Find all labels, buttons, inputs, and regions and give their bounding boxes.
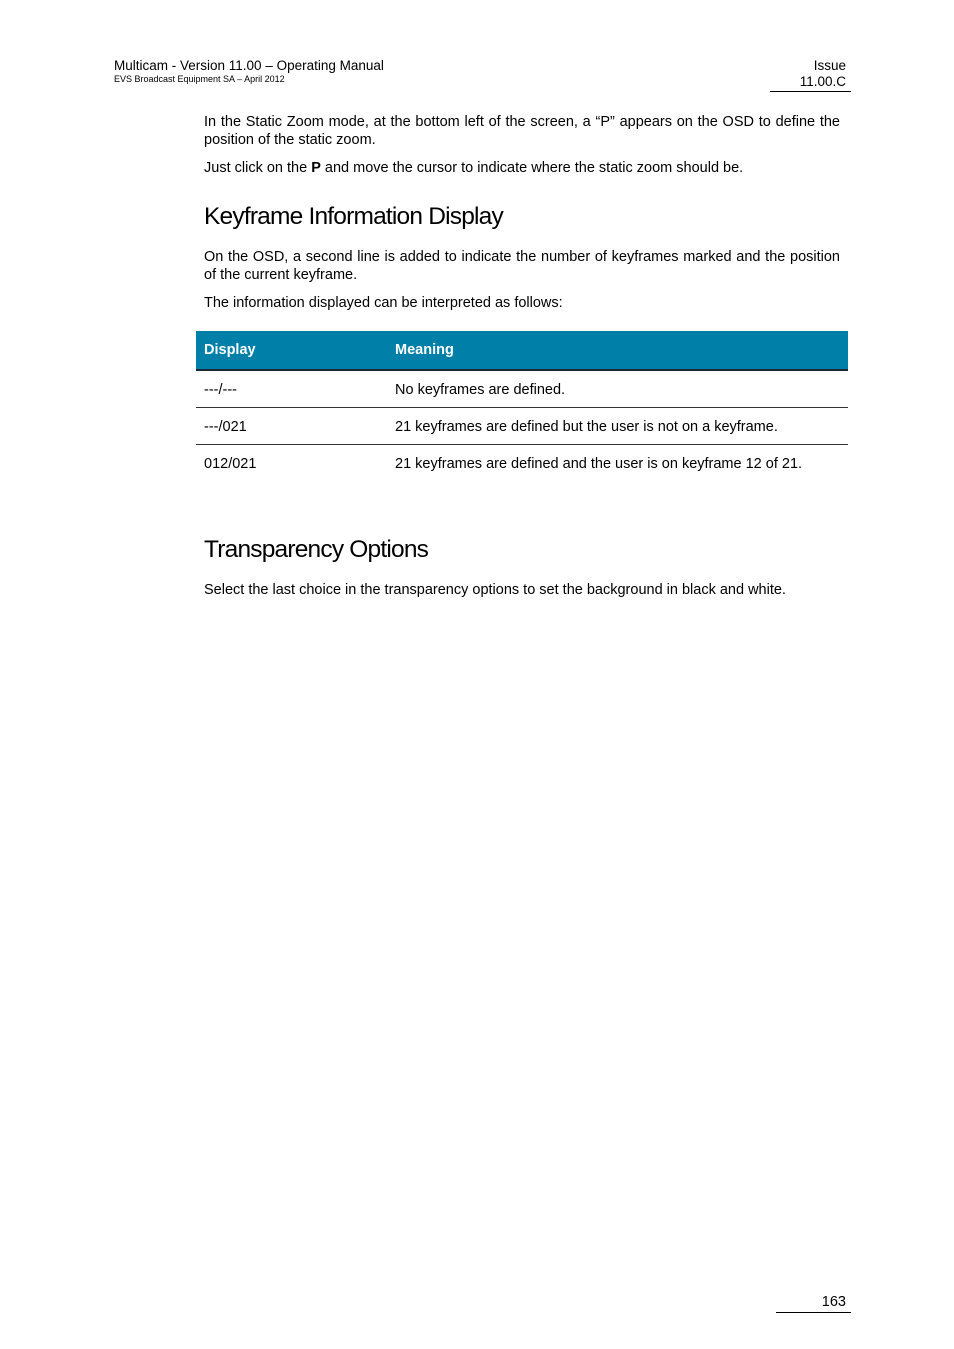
table-cell-display: ---/--- <box>196 370 387 408</box>
keyframe-heading: Keyframe Information Display <box>204 203 503 230</box>
table-header-row <box>196 331 848 370</box>
intro-paragraph-2 <box>204 159 840 177</box>
keyframe-info-table <box>196 331 848 481</box>
issue-label: Issue <box>813 58 846 73</box>
page-header <box>114 58 614 85</box>
table-cell-meaning: No keyframes are defined. <box>387 370 848 408</box>
table-row <box>196 370 848 408</box>
table-row <box>196 408 848 445</box>
table-cell-display: 012/021 <box>204 456 257 472</box>
intro-p2-bold: P <box>311 160 321 176</box>
table-cell-display: ---/021 <box>196 408 387 445</box>
table-cell-meaning: 21 keyframes are defined but the user is not on a keyframe. <box>387 408 848 445</box>
transparency-section <box>204 535 840 599</box>
table-header-display: Display <box>196 331 387 370</box>
page-footer <box>776 1294 851 1313</box>
table-header-meaning: Meaning <box>387 331 848 370</box>
document-title: Multicam - Version 11.00 – Operating Manual <box>114 58 384 73</box>
intro-p2-after: and move the cursor to indicate where the static zoom should be. <box>320 160 744 176</box>
keyframe-paragraph-2: The information displayed can be interpreted as follows: <box>204 295 563 311</box>
transparency-paragraph: Select the last choice in the transparency options to set the background in black and white. <box>204 582 786 598</box>
keyframe-paragraph-1: On the OSD, a second line is added to indicate the number of keyframes marked and the position of the current keyframe. <box>204 249 840 283</box>
transparency-heading: Transparency Options <box>204 536 429 563</box>
intro-paragraph-1: In the Static Zoom mode, at the bottom left of the screen, a “P” appears on the OSD to define the position of the static zoom. <box>204 114 840 148</box>
intro-p2-before: Just click on the <box>204 160 312 176</box>
page-content <box>204 113 840 312</box>
issue-box <box>770 58 851 92</box>
table-cell-meaning: 21 keyframes are defined and the user is on keyframe 12 of 21. <box>395 456 803 472</box>
issue-number: 11.00.C <box>799 74 846 89</box>
table-row <box>196 445 848 482</box>
document-subtitle: EVS Broadcast Equipment SA – April 2012 <box>114 74 285 84</box>
page-number: 163 <box>821 1294 846 1310</box>
